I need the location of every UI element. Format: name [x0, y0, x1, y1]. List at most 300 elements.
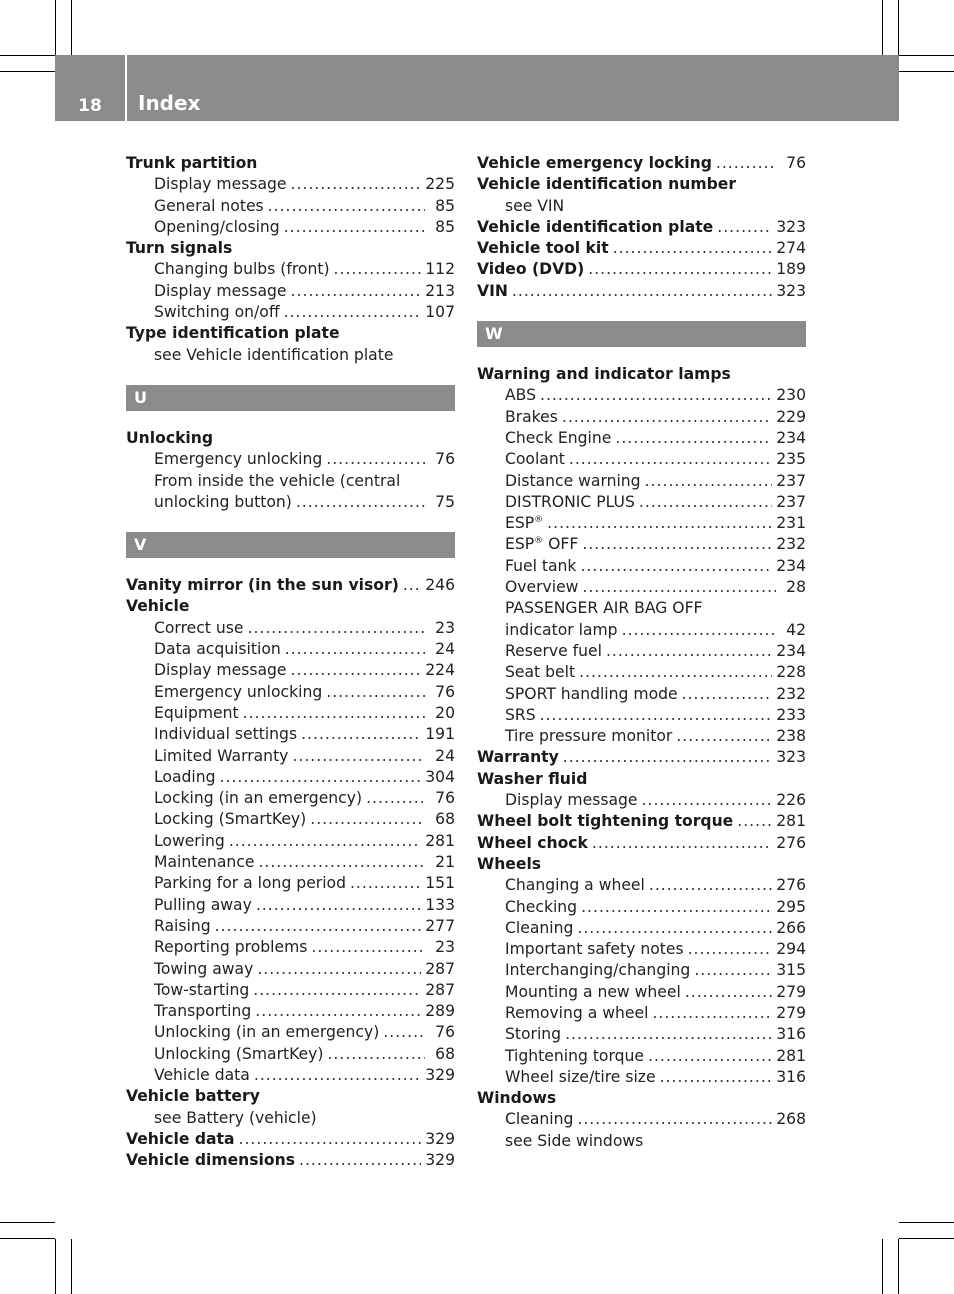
page-reference[interactable]: 24 [435, 640, 455, 659]
dot-leader [682, 684, 773, 705]
index-entry [477, 153, 806, 174]
dot-leader [284, 302, 422, 323]
entry-text [154, 174, 287, 195]
dot-leader [258, 852, 425, 873]
dot-leader [580, 556, 772, 577]
index-entry [477, 811, 806, 832]
page-reference[interactable]: 281 [425, 831, 455, 850]
entry-text [477, 238, 609, 259]
page-reference[interactable]: 151 [425, 874, 455, 893]
entry-label: Parking for a long period [154, 874, 346, 893]
index-subentry [126, 724, 455, 745]
page-reference[interactable]: 68 [435, 1044, 455, 1063]
page-reference[interactable]: 85 [435, 217, 455, 236]
index-entry [126, 596, 455, 617]
index-entry [477, 174, 806, 195]
dot-leader [737, 811, 772, 832]
entry-text [477, 153, 712, 174]
page-reference[interactable]: 23 [435, 938, 455, 957]
entry-label: ABS [505, 386, 536, 405]
entry-label: Pulling away [154, 895, 252, 914]
entry-label: Tow-starting [154, 980, 250, 999]
index-subentry [126, 618, 455, 639]
index-subentry [126, 1108, 455, 1129]
page-reference[interactable]: 213 [425, 281, 455, 300]
entry-label: Locking (SmartKey) [154, 810, 307, 829]
dot-leader [645, 471, 773, 492]
entry-label: Display message [154, 281, 287, 300]
index-subentry [477, 513, 806, 534]
page-reference[interactable]: 235 [776, 450, 806, 469]
entry-label: Cleaning [505, 918, 574, 937]
crop-mark [0, 55, 55, 56]
entry-label: SPORT handling mode [505, 684, 678, 703]
page-reference[interactable]: 276 [776, 833, 806, 852]
entry-text [154, 449, 322, 470]
entry-text [505, 428, 611, 449]
index-entry [126, 1129, 455, 1150]
crop-mark [899, 55, 954, 56]
index-subentry [126, 196, 455, 217]
page-reference[interactable]: 268 [776, 1110, 806, 1129]
dot-leader [285, 639, 425, 660]
entry-text [505, 939, 684, 960]
index-subentry [126, 660, 455, 681]
page-reference[interactable]: 234 [776, 428, 806, 447]
entry-text [154, 1001, 251, 1022]
page-reference[interactable]: 323 [776, 748, 806, 767]
entry-suffix: OFF [543, 535, 579, 554]
dot-leader [582, 534, 772, 555]
dot-leader [648, 1046, 772, 1067]
entry-label: Cleaning [505, 1110, 574, 1129]
entry-label: Maintenance [154, 853, 255, 872]
entry-text [126, 428, 213, 449]
dot-leader [639, 492, 772, 513]
dot-leader [291, 174, 422, 195]
dot-leader [588, 259, 772, 280]
entry-text [505, 577, 578, 598]
entry-text [126, 1150, 295, 1171]
dot-leader [569, 449, 772, 470]
page-reference[interactable]: 23 [435, 618, 455, 637]
entry-label: Display message [154, 175, 287, 194]
index-subentry [126, 937, 455, 958]
page-reference[interactable]: 107 [425, 303, 455, 322]
index-subentry [477, 471, 806, 492]
page-reference[interactable]: 226 [776, 791, 806, 810]
index-subentry [126, 1001, 455, 1022]
entry-text [477, 1088, 556, 1109]
page-reference[interactable]: 224 [425, 661, 455, 680]
entry-label: Vehicle tool kit [477, 239, 609, 258]
page-reference[interactable]: 76 [435, 450, 455, 469]
index-subentry [477, 1024, 806, 1045]
entry-text [505, 875, 645, 896]
entry-label: Emergency unlocking [154, 682, 323, 701]
entry-label: From inside the vehicle (central [154, 471, 401, 490]
dot-leader [615, 428, 772, 449]
page-reference[interactable]: 304 [425, 767, 455, 786]
entry-label: Vehicle identification plate [477, 217, 714, 236]
index-subentry [126, 345, 455, 366]
entry-text [505, 556, 576, 577]
entry-text [477, 281, 508, 302]
index-subentry [126, 767, 455, 788]
dot-leader [310, 809, 425, 830]
page-reference[interactable]: 232 [776, 535, 806, 554]
entry-text [154, 682, 322, 703]
entry-label: Switching on/off [154, 303, 280, 322]
entry-text [154, 1108, 317, 1129]
entry-label: Trunk partition [126, 154, 258, 172]
page-reference[interactable]: 68 [435, 810, 455, 829]
page-reference[interactable]: 246 [425, 576, 455, 595]
entry-text [505, 534, 578, 555]
page-reference[interactable]: 228 [776, 663, 806, 682]
page-reference[interactable]: 76 [435, 789, 455, 808]
index-block [126, 153, 455, 366]
index-subentry [477, 726, 806, 747]
entry-label: Tightening torque [505, 1046, 644, 1065]
entry-text [505, 196, 564, 217]
index-subentry [126, 682, 455, 703]
entry-label: Warning and indicator lamps [477, 365, 731, 384]
entry-text [505, 662, 575, 683]
index-block [477, 153, 806, 302]
entry-label: Wheels [477, 854, 542, 873]
crop-mark [899, 1222, 954, 1223]
entry-label: Video (DVD) [477, 260, 585, 279]
index-subentry [126, 1065, 455, 1086]
entry-text [154, 724, 297, 745]
entry-text [505, 1131, 643, 1152]
entry-label: Display message [505, 791, 638, 810]
index-subentry [126, 217, 455, 238]
index-entry [477, 217, 806, 238]
entry-label: Vehicle emergency locking [477, 154, 712, 172]
index-subentry [126, 1044, 455, 1065]
entry-label: Vehicle data [126, 1129, 235, 1148]
entry-text [505, 471, 641, 492]
entry-text [154, 1044, 323, 1065]
crop-mark [0, 1238, 55, 1239]
index-subentry [477, 705, 806, 726]
entry-text [154, 980, 249, 1001]
dot-leader [577, 918, 772, 939]
page-reference[interactable]: 230 [776, 386, 806, 405]
entry-label: Coolant [505, 450, 565, 469]
page-number: 18 [78, 96, 102, 116]
dot-leader [291, 660, 422, 681]
entry-text [477, 747, 559, 768]
entry-label: Equipment [154, 703, 239, 722]
index-subentry [477, 1003, 806, 1024]
entry-text [154, 196, 264, 217]
dot-leader [253, 980, 421, 1001]
page-reference[interactable]: 289 [425, 1002, 455, 1021]
entry-text [154, 1065, 250, 1086]
crop-mark [882, 0, 883, 55]
page-reference[interactable]: 295 [776, 897, 806, 916]
page-reference[interactable]: 76 [786, 154, 806, 172]
page-reference[interactable]: 21 [435, 853, 455, 872]
header-divider [125, 55, 127, 121]
entry-label: Seat belt [505, 663, 576, 682]
entry-label: Vehicle data [154, 1065, 250, 1084]
index-entry [126, 323, 455, 344]
entry-text [505, 449, 565, 470]
crop-mark [55, 1239, 56, 1294]
entry-label: Brakes [505, 407, 558, 426]
page-reference[interactable]: 189 [776, 260, 806, 279]
index-subentry [477, 897, 806, 918]
dot-leader [581, 897, 772, 918]
index-subentry [126, 703, 455, 724]
page-reference[interactable]: 281 [776, 1046, 806, 1065]
index-subentry [126, 852, 455, 873]
index-subentry [477, 1067, 806, 1088]
index-block [126, 575, 455, 1171]
entry-text [154, 217, 280, 238]
entry-text [154, 959, 253, 980]
entry-label: Loading [154, 767, 216, 786]
crop-mark [71, 0, 72, 55]
page-reference[interactable]: 316 [776, 1067, 806, 1086]
page-reference[interactable]: 329 [425, 1065, 455, 1084]
entry-text [126, 575, 399, 596]
entry-label: PASSENGER AIR BAG OFF [505, 599, 703, 618]
page-reference[interactable]: 233 [776, 705, 806, 724]
dot-leader [327, 1044, 425, 1065]
entry-text [154, 471, 400, 492]
page-reference[interactable]: 234 [776, 641, 806, 660]
entry-label: Interchanging/changing [505, 961, 691, 980]
page-reference[interactable]: 231 [776, 514, 806, 533]
index-subentry [126, 809, 455, 830]
section-header-w: W [477, 321, 806, 347]
page-reference[interactable]: 234 [776, 556, 806, 575]
index-entry [126, 428, 455, 449]
page-reference[interactable]: 329 [425, 1151, 455, 1170]
index-subentry [477, 875, 806, 896]
dot-leader [606, 641, 772, 662]
page-reference[interactable]: 42 [786, 620, 806, 639]
entry-label: Emergency unlocking [154, 450, 323, 469]
index-subentry [126, 916, 455, 937]
entry-text [505, 684, 678, 705]
page-reference[interactable]: 294 [776, 940, 806, 959]
entry-text [154, 895, 252, 916]
dot-leader [326, 449, 425, 470]
entry-text [505, 641, 602, 662]
dot-leader [350, 873, 421, 894]
index-subentry [477, 534, 806, 555]
index-subentry [477, 1131, 806, 1152]
page-reference[interactable]: 237 [776, 492, 806, 511]
index-entry [126, 153, 455, 174]
dot-leader [311, 937, 425, 958]
entry-label: Transporting [154, 1002, 252, 1021]
index-subentry [477, 918, 806, 939]
page-reference[interactable]: 281 [776, 812, 806, 831]
dot-leader [229, 831, 421, 852]
page-reference[interactable]: 225 [425, 175, 455, 194]
entry-text [154, 937, 307, 958]
entry-text [477, 833, 588, 854]
dot-leader [579, 662, 772, 683]
page-reference[interactable]: 238 [776, 727, 806, 746]
page-reference[interactable]: 287 [425, 980, 455, 999]
entry-text [154, 852, 254, 873]
index-entry [477, 364, 806, 385]
page-reference[interactable]: 277 [425, 916, 455, 935]
dot-leader [652, 1003, 772, 1024]
entry-text [154, 703, 239, 724]
dot-leader [540, 385, 772, 406]
entry-text [126, 323, 340, 344]
entry-label: see VIN [505, 196, 565, 215]
page-reference[interactable]: 76 [435, 682, 455, 701]
index-subentry [126, 1022, 455, 1043]
crop-mark [0, 71, 55, 72]
index-entry [477, 259, 806, 280]
page-reference[interactable]: 24 [435, 746, 455, 765]
entry-label: Turn signals [126, 239, 233, 258]
page-title: Index [138, 91, 201, 115]
entry-label: Locking (in an emergency) [154, 789, 363, 808]
page-reference[interactable]: 315 [776, 961, 806, 980]
index-subentry [477, 1046, 806, 1067]
dot-leader [642, 790, 773, 811]
page-reference[interactable]: 237 [776, 471, 806, 490]
dot-leader [296, 492, 425, 513]
dot-leader [215, 916, 422, 937]
index-subentry [477, 1109, 806, 1130]
entry-text [505, 1024, 561, 1045]
entry-label: Warranty [477, 748, 559, 767]
index-column-left [126, 153, 455, 1171]
index-subentry [126, 980, 455, 1001]
dot-leader [334, 259, 422, 280]
page-reference[interactable]: 266 [776, 918, 806, 937]
entry-label: Storing [505, 1025, 562, 1044]
dot-leader [301, 724, 421, 745]
entry-text [477, 217, 713, 238]
page-reference[interactable]: 229 [776, 407, 806, 426]
index-subentry [477, 577, 806, 598]
dot-leader [255, 1001, 421, 1022]
index-subentry [126, 788, 455, 809]
entry-label: ESP [505, 514, 535, 533]
page-reference[interactable]: 323 [776, 281, 806, 300]
dot-leader [292, 746, 425, 767]
entry-text [477, 364, 731, 385]
crop-mark [882, 1239, 883, 1294]
entry-label: Checking [505, 897, 578, 916]
index-subentry [477, 790, 806, 811]
index-entry [477, 833, 806, 854]
dot-leader [326, 682, 425, 703]
page-reference[interactable]: 20 [435, 703, 455, 722]
page-reference[interactable]: 28 [786, 578, 806, 597]
entry-text [154, 873, 346, 894]
entry-label: Vehicle [126, 597, 190, 616]
page-reference[interactable]: 133 [425, 895, 455, 914]
entry-label: Limited Warranty [154, 746, 289, 765]
page-reference[interactable]: 85 [435, 196, 455, 215]
entry-text [477, 259, 584, 280]
entry-text [154, 492, 292, 513]
index-subentry [126, 471, 455, 492]
page-reference[interactable]: 279 [776, 1003, 806, 1022]
page-reference[interactable]: 112 [425, 260, 455, 279]
dot-leader [676, 726, 772, 747]
index-subentry [477, 662, 806, 683]
entry-text [126, 238, 232, 259]
page-header [55, 55, 899, 121]
index-subentry [477, 982, 806, 1003]
dot-leader [613, 238, 773, 259]
page-reference[interactable]: 329 [425, 1129, 455, 1148]
dot-leader [247, 618, 425, 639]
page-reference[interactable]: 274 [776, 239, 806, 258]
entry-text [126, 153, 257, 174]
index-entry [477, 854, 806, 875]
dot-leader [268, 196, 425, 217]
entry-label: see Battery (vehicle) [154, 1108, 317, 1127]
dot-leader [220, 767, 422, 788]
entry-label: Unlocking [126, 428, 214, 447]
index-subentry [477, 598, 806, 619]
entry-label: unlocking button) [154, 492, 292, 511]
dot-leader [512, 281, 772, 302]
entry-label: see Vehicle identification plate [154, 345, 394, 364]
entry-label: Wheel size/tire size [505, 1067, 656, 1086]
page-reference[interactable]: 76 [435, 1023, 455, 1042]
dot-leader [243, 703, 425, 724]
page-reference[interactable]: 75 [435, 492, 455, 511]
entry-text [154, 788, 362, 809]
page-reference[interactable]: 276 [776, 876, 806, 895]
entry-text [505, 705, 536, 726]
index-subentry [126, 492, 455, 513]
index-entry [126, 575, 455, 596]
entry-text [505, 1109, 573, 1130]
index-subentry [477, 196, 806, 217]
index-subentry [126, 746, 455, 767]
page-reference[interactable]: 287 [425, 959, 455, 978]
index-subentry [126, 831, 455, 852]
entry-label: Changing a wheel [505, 876, 645, 895]
page-reference[interactable]: 232 [776, 684, 806, 703]
entry-label: ESP [505, 535, 535, 554]
index-entry [477, 1088, 806, 1109]
page-reference[interactable]: 191 [425, 725, 455, 744]
entry-label: Type identification plate [126, 324, 340, 343]
entry-label: indicator lamp [505, 620, 618, 639]
page-reference[interactable]: 279 [776, 982, 806, 1001]
entry-label: SRS [505, 705, 536, 724]
entry-label: Vehicle battery [126, 1087, 260, 1106]
dot-leader [649, 875, 772, 896]
entry-label: Fuel tank [505, 556, 577, 575]
entry-text [505, 1067, 656, 1088]
index-entry [477, 281, 806, 302]
page-reference[interactable]: 323 [776, 217, 806, 236]
page-reference[interactable]: 316 [776, 1025, 806, 1044]
entry-label: Important safety notes [505, 940, 684, 959]
